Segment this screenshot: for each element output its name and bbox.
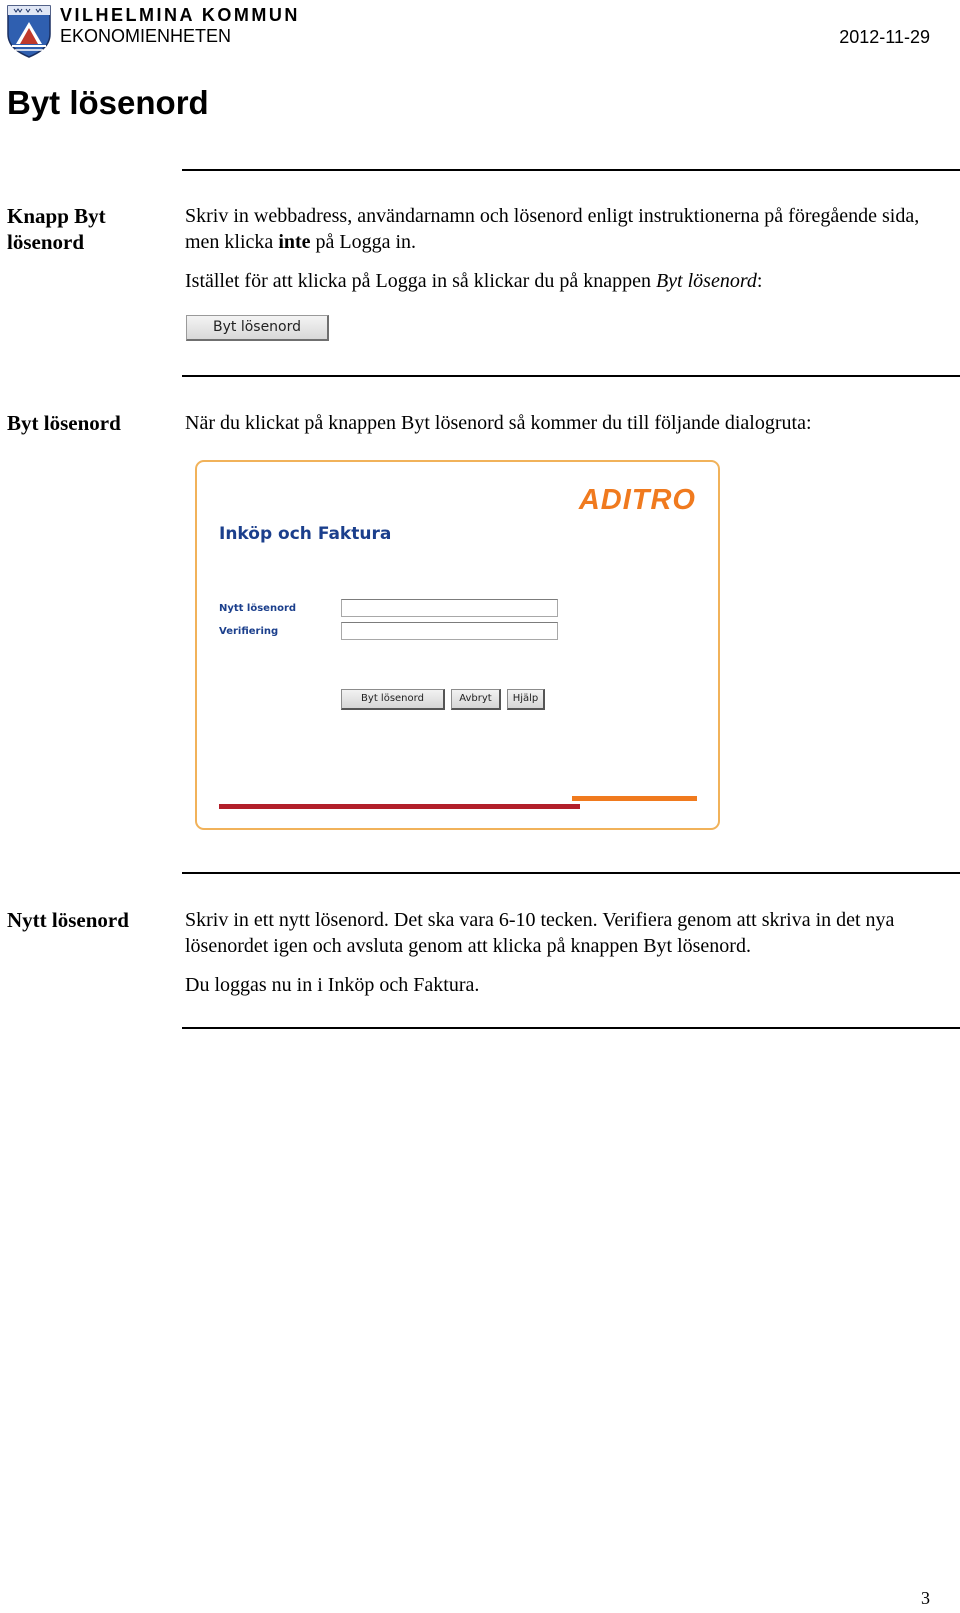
section-divider [182, 872, 960, 874]
page-title: Byt lösenord [7, 84, 209, 121]
document-date: 2012-11-29 [839, 27, 930, 47]
section1-paragraph-1: Skriv in webbadress, användarnamn och lösenord enligt instruktionerna på föregående sida, men klicka inte på Logga in. [185, 205, 920, 253]
dialog-cancel-button: Avbryt [451, 689, 501, 710]
verify-password-input [341, 622, 558, 640]
organization-name: VILHELMINA KOMMUN [60, 5, 300, 25]
section-divider [182, 169, 960, 171]
decorative-red-bar [219, 804, 580, 809]
decorative-orange-bar [572, 796, 697, 801]
aditro-logo: ADITRO [578, 484, 696, 516]
dialog-change-password-button: Byt lösenord [341, 689, 445, 710]
department-name: EKONOMIENHETEN [60, 26, 232, 46]
section3-paragraph-2: Du loggas nu in i Inköp och Faktura. [185, 974, 480, 996]
dialog-help-button: Hjälp [507, 689, 545, 710]
section2-paragraph: När du klickat på knappen Byt lösenord så kommer du till följande dialogruta: [185, 412, 812, 434]
section3-paragraph-1: Skriv in ett nytt lösenord. Det ska vara 6-10 tecken. Verifiera genom att skriva in det nya lösenordet igen och avsluta genom att klicka på knappen Byt lösenord. [185, 909, 895, 957]
verify-password-label: Verifiering [219, 626, 279, 637]
dialog-title: Inköp och Faktura [219, 524, 392, 544]
section-label-byt-losenord: Byt lösenord [7, 411, 121, 435]
section-divider [182, 1027, 960, 1029]
section-label-nytt-losenord: Nytt lösenord [7, 908, 129, 932]
page-number: 3 [921, 1588, 930, 1608]
new-password-input [341, 599, 558, 617]
section1-paragraph-2: Istället för att klicka på Logga in så klickar du på knappen Byt lösenord: [185, 270, 763, 292]
section-label-knapp-byt-losenord: Knapp Byt lösenord [7, 204, 106, 254]
section-divider [182, 375, 960, 377]
byt-losenord-button-image: Byt lösenord [186, 315, 329, 341]
municipality-crest-icon [6, 4, 52, 58]
new-password-label: Nytt lösenord [219, 603, 297, 614]
password-dialog-screenshot [195, 460, 720, 830]
